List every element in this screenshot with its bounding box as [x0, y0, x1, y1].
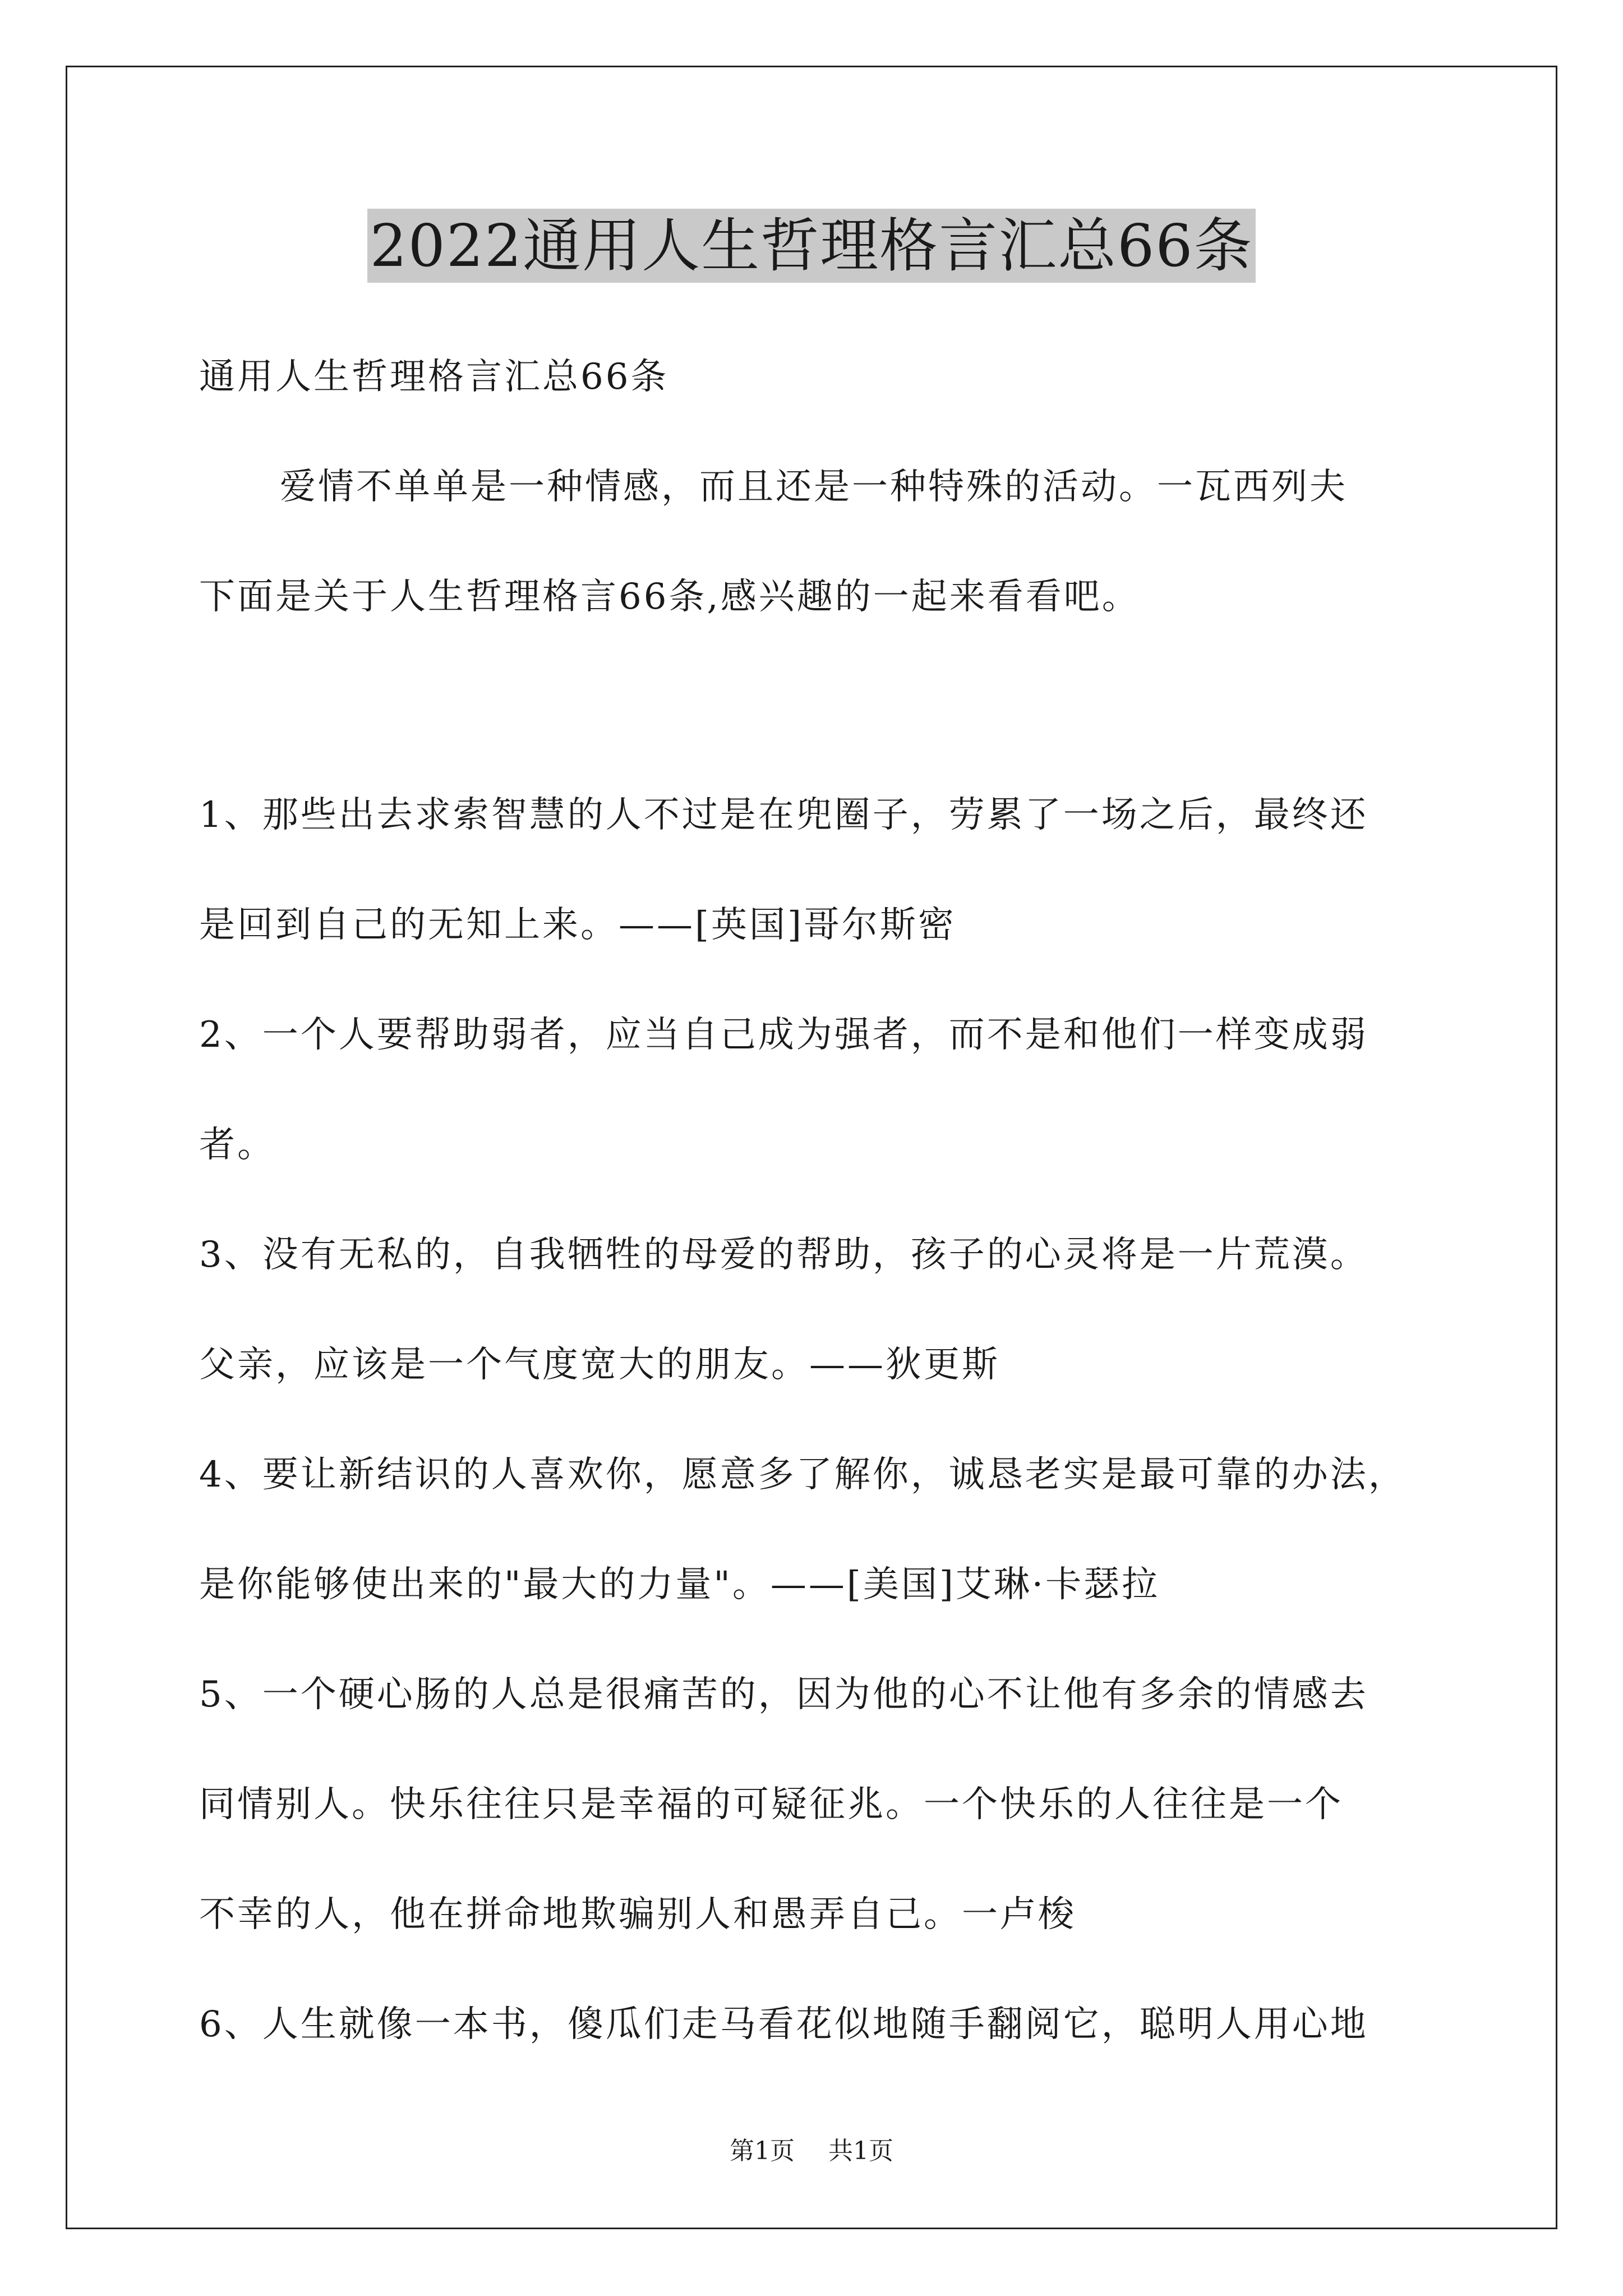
title-container: [0, 209, 1623, 283]
paragraph-line: 是回到自己的无知上来。——[英国]哥尔斯密: [199, 904, 956, 946]
paragraph-line: 父亲，应该是一个气度宽大的朋友。——狄更斯: [199, 1344, 1000, 1386]
paragraph-line: 3、没有无私的，自我牺牲的母爱的帮助，孩子的心灵将是一片荒漠。: [199, 1234, 1368, 1276]
paragraph-line: 者。: [199, 1124, 275, 1166]
paragraph-line: 5、一个硬心肠的人总是很痛苦的，因为他的心不让他有多余的情感去: [199, 1674, 1368, 1715]
paragraph-line: 下面是关于人生哲理格言66条,感兴趣的一起来看看吧。: [199, 576, 1140, 618]
document-subtitle: 通用人生哲理格言汇总66条: [199, 356, 669, 398]
paragraph-line: 爱情不单单是一种情感，而且还是一种特殊的活动。一瓦西列夫: [280, 466, 1348, 508]
paragraph-line: 4、要让新结识的人喜欢你，愿意多了解你，诚恳老实是最可靠的办法，: [199, 1454, 1407, 1496]
paragraph-line: 1、那些出去求索智慧的人不过是在兜圈子，劳累了一场之后，最终还: [199, 794, 1368, 836]
page-number: 第1页: [730, 2137, 795, 2165]
paragraph-line: 不幸的人，他在拼命地欺骗别人和愚弄自己。一卢梭: [199, 1894, 1076, 1935]
page-footer: [0, 2136, 1623, 2167]
paragraph-line: 6、人生就像一本书，傻瓜们走马看花似地随手翻阅它，聪明人用心地: [199, 2004, 1368, 2045]
paragraph-line: 是你能够使出来的"最大的力量"。——[美国]艾琳·卡瑟拉: [199, 1564, 1160, 1605]
paragraph-line: 同情别人。快乐往往只是幸福的可疑征兆。一个快乐的人往往是一个: [199, 1784, 1343, 1825]
document-title: 2022通用人生哲理格言汇总66条: [367, 209, 1255, 283]
total-pages: 共1页: [828, 2137, 893, 2165]
paragraph-line: 2、一个人要帮助弱者，应当自己成为强者，而不是和他们一样变成弱: [199, 1014, 1368, 1056]
